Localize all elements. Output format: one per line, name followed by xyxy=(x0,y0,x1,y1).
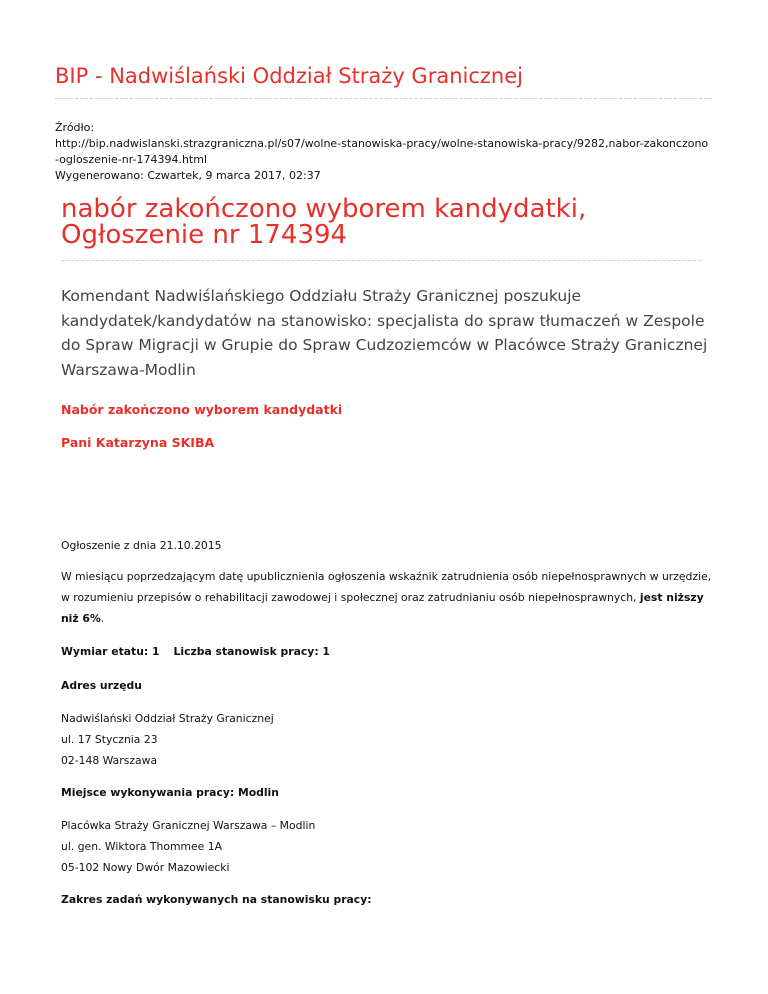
announcement-date: Ogłoszenie z dnia 21.10.2015 xyxy=(61,539,222,552)
employment-text: W miesiącu poprzedzającym datę upublicznienia ogłoszenia wskaźnik zatrudnienia osób niepełnosprawnych w urzędzie, w rozumieniu przepisów o rehabilitacji zawodowej i społecznej oraz zatrudnianiu osób niepełnosprawnych, xyxy=(61,570,712,604)
employment-bold: jest niższy niż 6% xyxy=(61,591,704,625)
lead-paragraph: Komendant Nadwiślańskiego Oddziału Straży Granicznej poszukuje kandydatek/kandydatów na stanowisko: specjalista do spraw tłumaczeń w Zespole do Spraw Migracji w Grupie do Spraw Cudzoziemców w Placówce Straży Granicznej Warszawa-Modlin xyxy=(61,287,708,379)
selected-candidate: Pani Katarzyna SKIBA xyxy=(61,435,215,450)
office-city: 02-148 Warszawa xyxy=(61,754,158,767)
source-url-line2: -ogloszenie-nr-174394.html xyxy=(55,153,208,166)
site-title: BIP - Nadwiślański Oddział Straży Granicznej xyxy=(55,64,523,88)
employment-indicator-paragraph xyxy=(61,566,721,629)
positions-info: Liczba stanowisk pracy: 1 xyxy=(173,645,330,658)
workplace-city: 05-102 Nowy Dwór Mazowiecki xyxy=(61,861,230,874)
office-name: Nadwiślański Oddział Straży Granicznej xyxy=(61,712,274,725)
header-divider xyxy=(55,98,712,99)
source-meta xyxy=(55,120,715,184)
etat-info: Wymiar etatu: 1 xyxy=(61,645,160,658)
position-info-row xyxy=(61,645,330,658)
office-heading: Adres urzędu xyxy=(61,679,142,692)
office-street: ul. 17 Stycznia 23 xyxy=(61,733,158,746)
workplace-name: Placówka Straży Granicznej Warszawa – Modlin xyxy=(61,819,316,832)
result-notice: Nabór zakończono wyborem kandydatki xyxy=(61,402,343,417)
generated-timestamp: Wygenerowano: Czwartek, 9 marca 2017, 02:37 xyxy=(55,169,321,182)
source-url-line1: http://bip.nadwislanski.strazgraniczna.pl/s07/wolne-stanowiska-pracy/wolne-stanowiska-pracy/9282,nabor-zakonczono xyxy=(55,137,709,150)
document-title: nabór zakończono wyborem kandydatki, Ogłoszenie nr 174394 xyxy=(61,194,587,250)
workplace-street: ul. gen. Wiktora Thommee 1A xyxy=(61,840,222,853)
source-label: Źródło: xyxy=(55,121,95,134)
title-divider xyxy=(61,260,701,261)
employment-end: . xyxy=(100,612,105,625)
tasks-heading: Zakres zadań wykonywanych na stanowisku pracy: xyxy=(61,893,372,906)
workplace-heading: Miejsce wykonywania pracy: Modlin xyxy=(61,786,279,799)
